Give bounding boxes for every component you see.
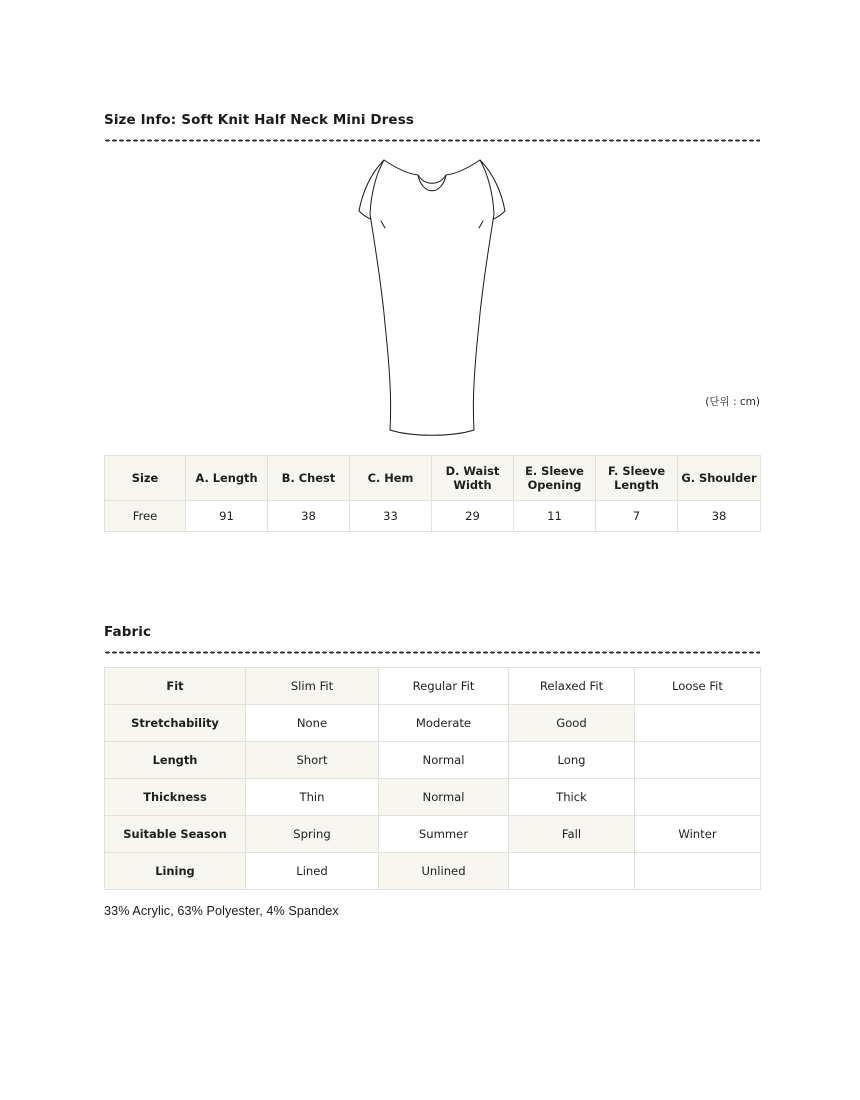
size-table-cell-d-waist-width: 29 <box>432 501 514 532</box>
fabric-option-lined[interactable]: Lined <box>246 853 379 890</box>
table-row <box>105 816 761 853</box>
fabric-option-none[interactable]: None <box>246 705 379 742</box>
fabric-option-normal-thickness[interactable]: Normal <box>379 779 509 816</box>
unit-note: (단위 : cm) <box>705 396 760 408</box>
size-table-cell-c-hem: 33 <box>350 501 432 532</box>
size-table-header-row <box>105 456 761 501</box>
fabric-option-normal-length[interactable]: Normal <box>379 742 509 779</box>
size-table-header-e-sleeve-opening: E. Sleeve Opening <box>514 456 596 501</box>
size-table-header-b-chest: B. Chest <box>268 456 350 501</box>
garment-illustration-area <box>104 142 760 442</box>
size-table-header-c-hem: C. Hem <box>350 456 432 501</box>
fabric-option-spring[interactable]: Spring <box>246 816 379 853</box>
fabric-row-label-fit: Fit <box>105 668 246 705</box>
size-table-cell-f-sleeve-length: 7 <box>596 501 678 532</box>
fabric-option-regular-fit[interactable]: Regular Fit <box>379 668 509 705</box>
fabric-option-summer[interactable]: Summer <box>379 816 509 853</box>
fabric-option-unlined[interactable]: Unlined <box>379 853 509 890</box>
fabric-row-label-suitable-season: Suitable Season <box>105 816 246 853</box>
size-info-section <box>104 112 760 532</box>
fabric-heading: Fabric <box>104 624 152 640</box>
fabric-row-label-stretchability: Stretchability <box>105 705 246 742</box>
fabric-option-good[interactable]: Good <box>509 705 635 742</box>
table-row <box>105 668 761 705</box>
fabric-row-label-thickness: Thickness <box>105 779 246 816</box>
fabric-option-slim-fit[interactable]: Slim Fit <box>246 668 379 705</box>
fabric-empty-cell <box>635 779 761 816</box>
fabric-empty-cell <box>635 705 761 742</box>
size-table-cell-e-sleeve-opening: 11 <box>514 501 596 532</box>
size-table-header-size: Size <box>105 456 186 501</box>
size-table-cell-b-chest: 38 <box>268 501 350 532</box>
fabric-option-short[interactable]: Short <box>246 742 379 779</box>
fabric-section <box>104 624 760 918</box>
size-table-cell-size: Free <box>105 501 186 532</box>
fabric-option-long[interactable]: Long <box>509 742 635 779</box>
fabric-row-label-lining: Lining <box>105 853 246 890</box>
fabric-option-loose-fit[interactable]: Loose Fit <box>635 668 761 705</box>
section-spacer <box>104 532 760 624</box>
fabric-empty-cell <box>635 853 761 890</box>
product-name: Soft Knit Half Neck Mini Dress <box>181 112 414 128</box>
size-table-header-f-sleeve-length: F. Sleeve Length <box>596 456 678 501</box>
product-detail-page <box>104 0 760 918</box>
fabric-composition: 33% Acrylic, 63% Polyester, 4% Spandex <box>104 904 339 918</box>
size-table-cell-g-shoulder: 38 <box>678 501 761 532</box>
dress-technical-drawing <box>322 148 542 448</box>
size-table-header-g-shoulder: G. Shoulder <box>678 456 761 501</box>
size-info-heading-colon: : <box>170 112 177 128</box>
size-table-header-a-length: A. Length <box>186 456 268 501</box>
fabric-option-winter[interactable]: Winter <box>635 816 761 853</box>
fabric-attributes-table <box>104 667 761 890</box>
size-measurements-table <box>104 455 761 532</box>
table-row <box>105 501 761 532</box>
table-row <box>105 705 761 742</box>
fabric-option-thin[interactable]: Thin <box>246 779 379 816</box>
fabric-option-fall[interactable]: Fall <box>509 816 635 853</box>
size-info-heading-label: Size Info <box>104 112 171 128</box>
size-info-heading <box>104 112 760 128</box>
fabric-option-thick[interactable]: Thick <box>509 779 635 816</box>
fabric-empty-cell <box>509 853 635 890</box>
fabric-row-label-length: Length <box>105 742 246 779</box>
fabric-option-relaxed-fit[interactable]: Relaxed Fit <box>509 668 635 705</box>
table-row <box>105 853 761 890</box>
table-row <box>105 779 761 816</box>
size-table-header-d-waist-width: D. Waist Width <box>432 456 514 501</box>
fabric-option-moderate[interactable]: Moderate <box>379 705 509 742</box>
dotted-divider-fabric <box>104 651 760 654</box>
size-table-cell-a-length: 91 <box>186 501 268 532</box>
fabric-empty-cell <box>635 742 761 779</box>
table-row <box>105 742 761 779</box>
